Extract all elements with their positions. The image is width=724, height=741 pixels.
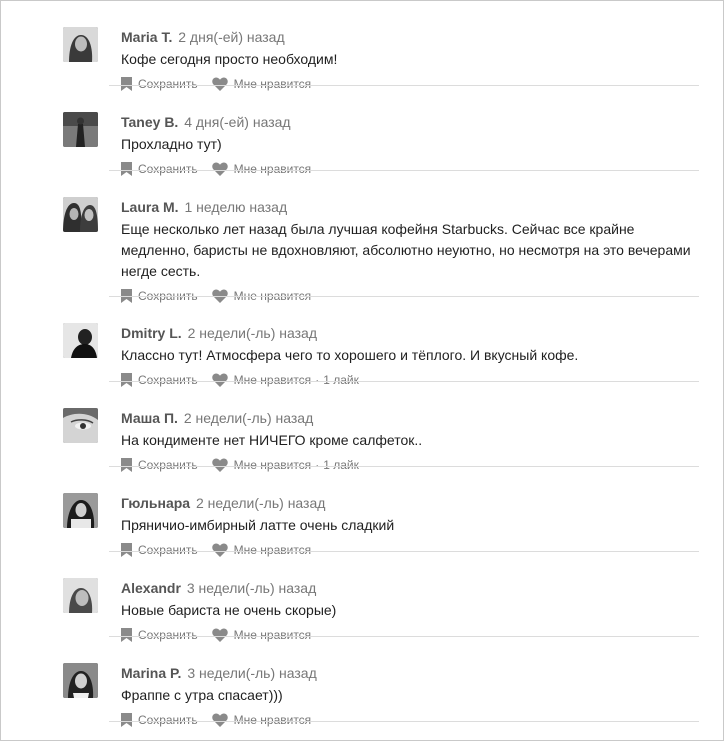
author-name[interactable]: Маша П. (121, 410, 178, 426)
tip-item (1, 1, 723, 91)
tips-list (1, 1, 723, 727)
tip-time: 1 неделю назад (184, 199, 288, 215)
tip-time: 2 дня(-ей) назад (178, 29, 285, 45)
like-button[interactable] (212, 712, 312, 728)
tip-time: 3 недели(-ль) назад (187, 665, 317, 681)
tip-text: Прохладно тут) (121, 136, 222, 152)
save-label: Сохранить (138, 373, 198, 387)
like-label: Мне нравится (233, 162, 312, 176)
author-name[interactable]: Гюльнара (121, 495, 191, 511)
save-label: Сохранить (138, 77, 198, 91)
save-label: Сохранить (138, 458, 198, 472)
like-label: Мне нравится (233, 373, 312, 387)
save-label: Сохранить (138, 543, 198, 557)
avatar[interactable] (63, 27, 98, 62)
tip-text: Еще несколько лет назад была лучшая кофейня Starbucks. Сейчас все крайне медленно, баристы не вдохновляют, абсолютно неуютно, но несмотря на это вечерами негде сесть. (121, 221, 691, 279)
tip-text: Пряничио-имбирный латте очень сладкий (121, 517, 395, 533)
author-name[interactable]: Laura M. (121, 199, 179, 215)
save-label: Сохранить (138, 162, 198, 176)
author-name[interactable]: Maria T. (121, 29, 173, 45)
like-label: Мне нравится (233, 458, 312, 472)
tip-item (1, 297, 723, 387)
author-name[interactable]: Alexandr (121, 580, 181, 596)
tip-item (1, 171, 723, 303)
bookmark-icon (121, 713, 132, 727)
like-count[interactable]: · 1 лайк (315, 372, 359, 388)
author-name[interactable]: Marina P. (121, 665, 182, 681)
tip-time: 2 недели(-ль) назад (187, 325, 318, 341)
tip-time: 2 недели(-ль) назад (195, 495, 326, 511)
tip-text: На кондименте нет НИЧЕГО кроме салфеток.. (121, 432, 423, 448)
like-label: Мне нравится (233, 543, 312, 557)
avatar[interactable] (63, 323, 98, 358)
like-label: Мне нравится (233, 713, 312, 727)
save-button[interactable] (121, 712, 198, 728)
save-label: Сохранить (138, 713, 198, 727)
tip-item (1, 382, 723, 472)
divider (109, 721, 699, 722)
tip-time: 4 дня(-ей) назад (184, 114, 291, 130)
save-label: Сохранить (138, 628, 198, 642)
tip-time: 3 недели(-ль) назад (186, 580, 317, 596)
like-label: Мне нравится (233, 628, 312, 642)
tip-item (1, 86, 723, 176)
tip-time: 2 недели(-ль) назад (183, 410, 314, 426)
avatar[interactable] (63, 578, 98, 613)
tip-text: Новые бариста не очень скорые) (121, 602, 337, 618)
author-name[interactable]: Taney B. (121, 114, 179, 130)
like-count[interactable]: · 1 лайк (315, 457, 359, 473)
tip-item (1, 467, 723, 557)
avatar[interactable] (63, 663, 98, 698)
save-label: Сохранить (138, 289, 198, 303)
heart-icon (212, 713, 228, 727)
tip-item (1, 552, 723, 642)
tip-item (1, 637, 723, 727)
like-label: Мне нравится (233, 289, 312, 303)
author-name[interactable]: Dmitry L. (121, 325, 182, 341)
like-label: Мне нравится (233, 77, 312, 91)
avatar[interactable] (63, 408, 98, 443)
avatar[interactable] (63, 112, 98, 147)
avatar[interactable] (63, 493, 98, 528)
avatar[interactable] (63, 197, 98, 232)
tip-text: Классно тут! Атмосфера чего то хорошего и тёплого. И вкусный кофе. (121, 347, 579, 363)
tip-text: Фраппе с утра спасает))) (121, 687, 283, 703)
tip-text: Кофе сегодня просто необходим! (121, 51, 338, 67)
